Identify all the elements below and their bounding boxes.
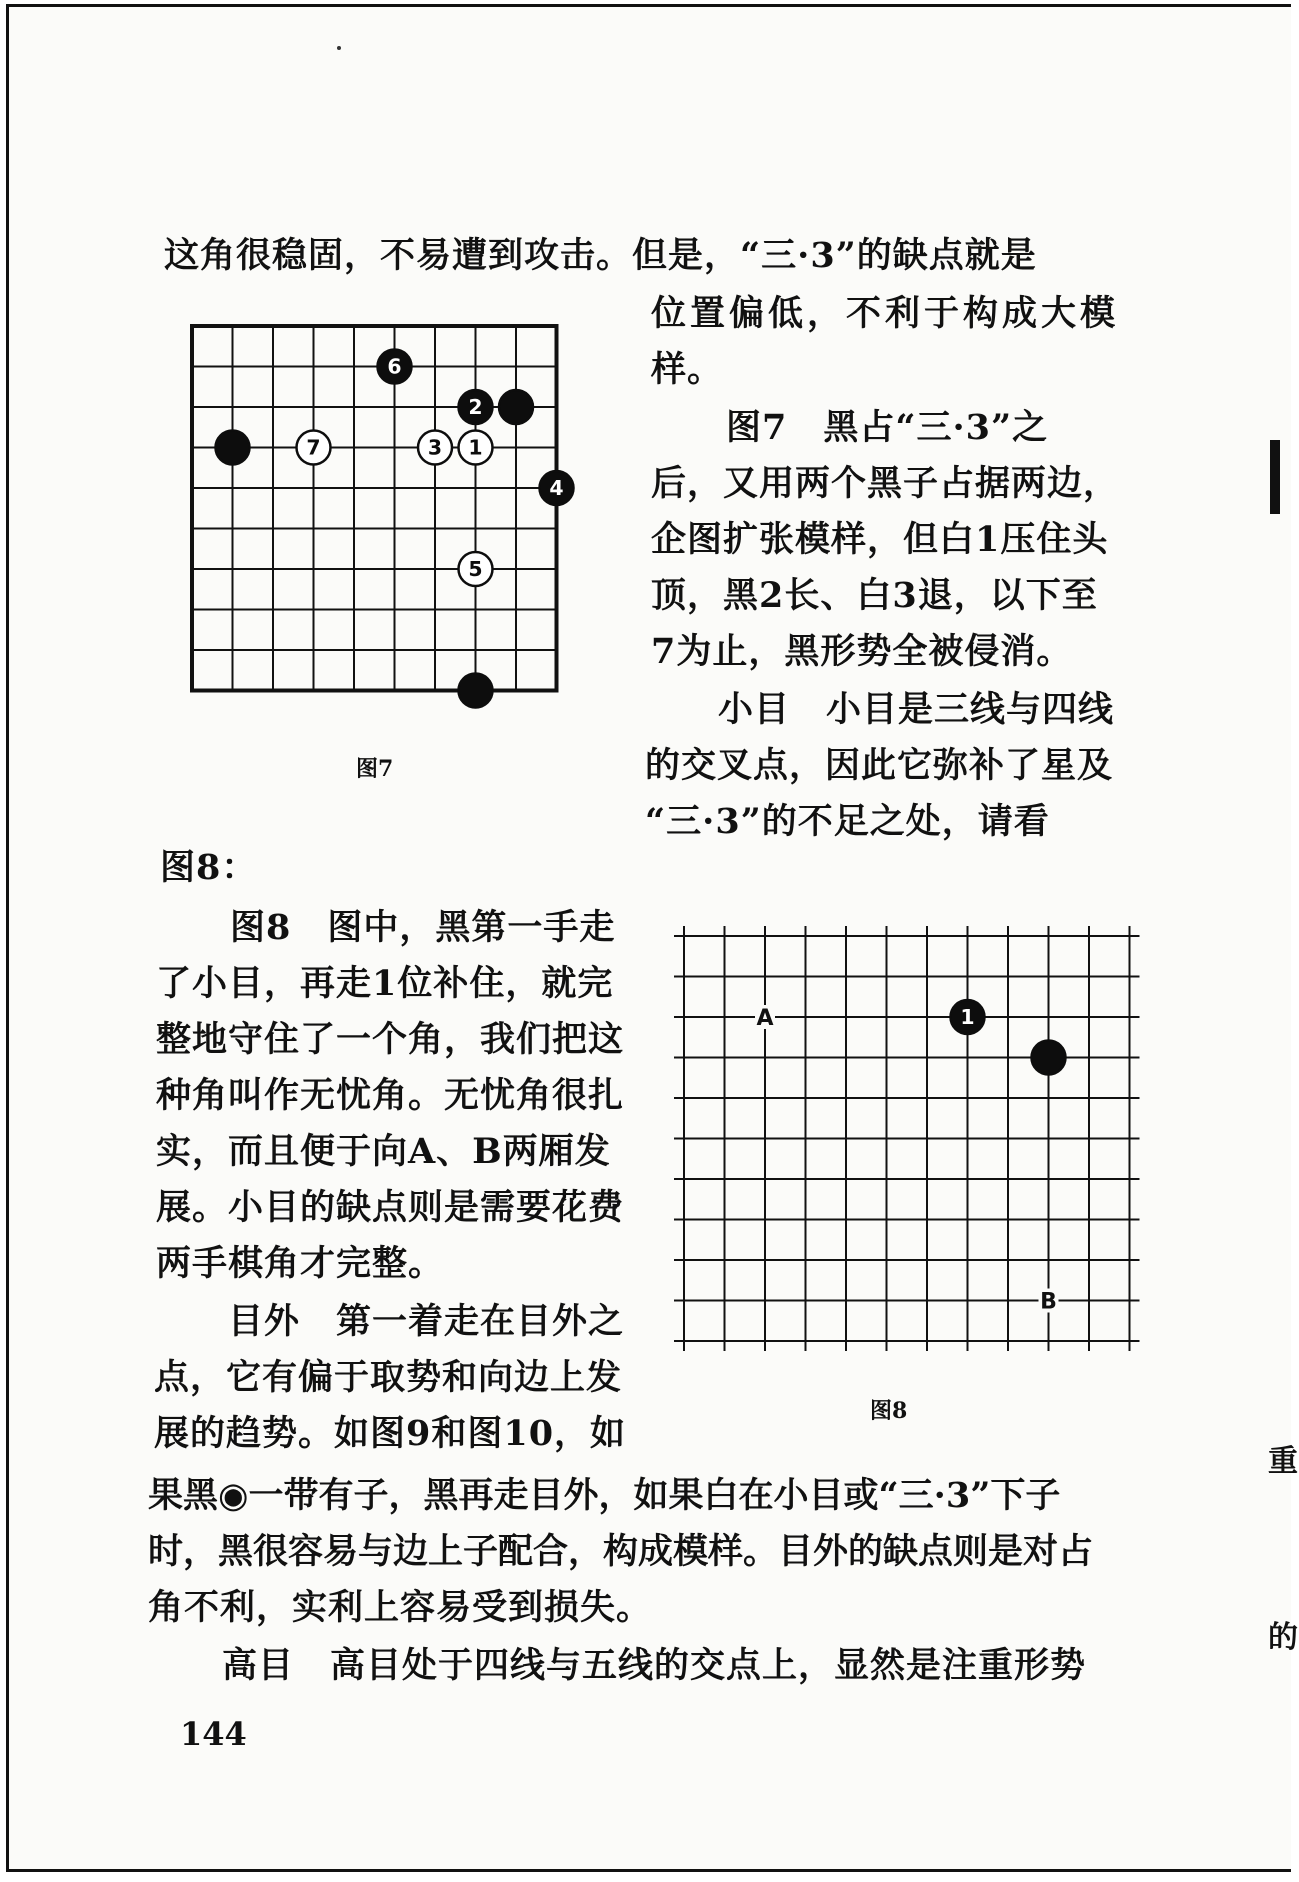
figure-7-caption: 图7 [356,756,394,782]
text-line: 角不利，实利上容易受到损失。 [148,1587,653,1628]
text-line: 实，而且便于向A、B两厢发 [156,1131,611,1172]
text-line: “三·3”的不足之处，请看 [645,801,1050,842]
speck [337,46,341,50]
move-number: 3 [427,435,443,460]
text-line: 这角很稳固，不易遭到攻击。但是，“三·3”的缺点就是 [164,235,1037,276]
text-line: 展的趋势。如图9和图10，如 [154,1413,627,1454]
text-line: 小目 小目是三线与四线 [718,689,1115,730]
move-number: 2 [468,395,483,420]
edge-glyph: 的 [1268,1620,1298,1655]
black-stone [499,390,533,424]
text-line: 位置偏低，不利于构成大模 [651,293,1120,334]
figure-7-board [184,320,604,734]
move-number: 7 [306,435,321,460]
text-line: 7为止，黑形势全被侵消。 [651,631,1073,672]
text-line: 整地守住了一个角，我们把这 [156,1019,625,1060]
text-line: 样。 [651,349,724,390]
text-line: 高目 高目处于四线与五线的交点上，显然是注重形势 [222,1645,1087,1686]
black-stone [1032,1041,1066,1075]
text-line: 果黑◉一带有子，黑再走目外，如果白在小目或“三·3”下子 [148,1475,1061,1516]
move-number: 4 [549,476,564,501]
point-marker: A [756,1006,774,1031]
text-line: 两手棋角才完整。 [156,1243,445,1284]
figure-8-board [664,922,1134,1366]
text-line: 顶，黑2长、白3退，以下至 [651,575,1098,616]
page-number: 144 [180,1715,247,1753]
go-diagram-8 [664,922,1134,1362]
black-stone [216,431,250,465]
text-line: 图8： [160,847,258,888]
text-line: 的交叉点，因此它弥补了星及 [645,745,1114,786]
text-line: 图8 图中，黑第一手走 [230,907,616,948]
text-line: 后，又用两个黑子占据两边， [651,463,1120,504]
text-line: 种角叫作无忧角。无忧角很扎 [156,1075,625,1116]
text-line: 展。小目的缺点则是需要花费 [156,1187,625,1228]
edge-mark [1270,440,1280,514]
board-edge [192,326,557,691]
text-line: 点，它有偏于取势和向边上发 [154,1357,623,1398]
text-line: 了小目，再走1位补住，就完 [156,963,614,1004]
move-number: 1 [468,435,483,460]
move-number: 1 [960,1005,975,1030]
go-diagram-7 [184,320,604,730]
text-line: 图7 黑占“三·3”之 [726,407,1049,448]
figure-8-caption: 图8 [870,1398,908,1424]
text-line: 时，黑很容易与边上子配合，构成模样。目外的缺点则是对占 [148,1531,1094,1572]
text-line: 目外 第一着走在目外之 [228,1301,625,1342]
text-line: 企图扩张模样，但白1压住头 [651,519,1109,560]
move-number: 5 [468,557,483,582]
black-stone [459,674,493,708]
move-number: 6 [387,354,402,379]
edge-glyph: 重 [1268,1444,1298,1479]
point-marker: B [1040,1289,1057,1315]
